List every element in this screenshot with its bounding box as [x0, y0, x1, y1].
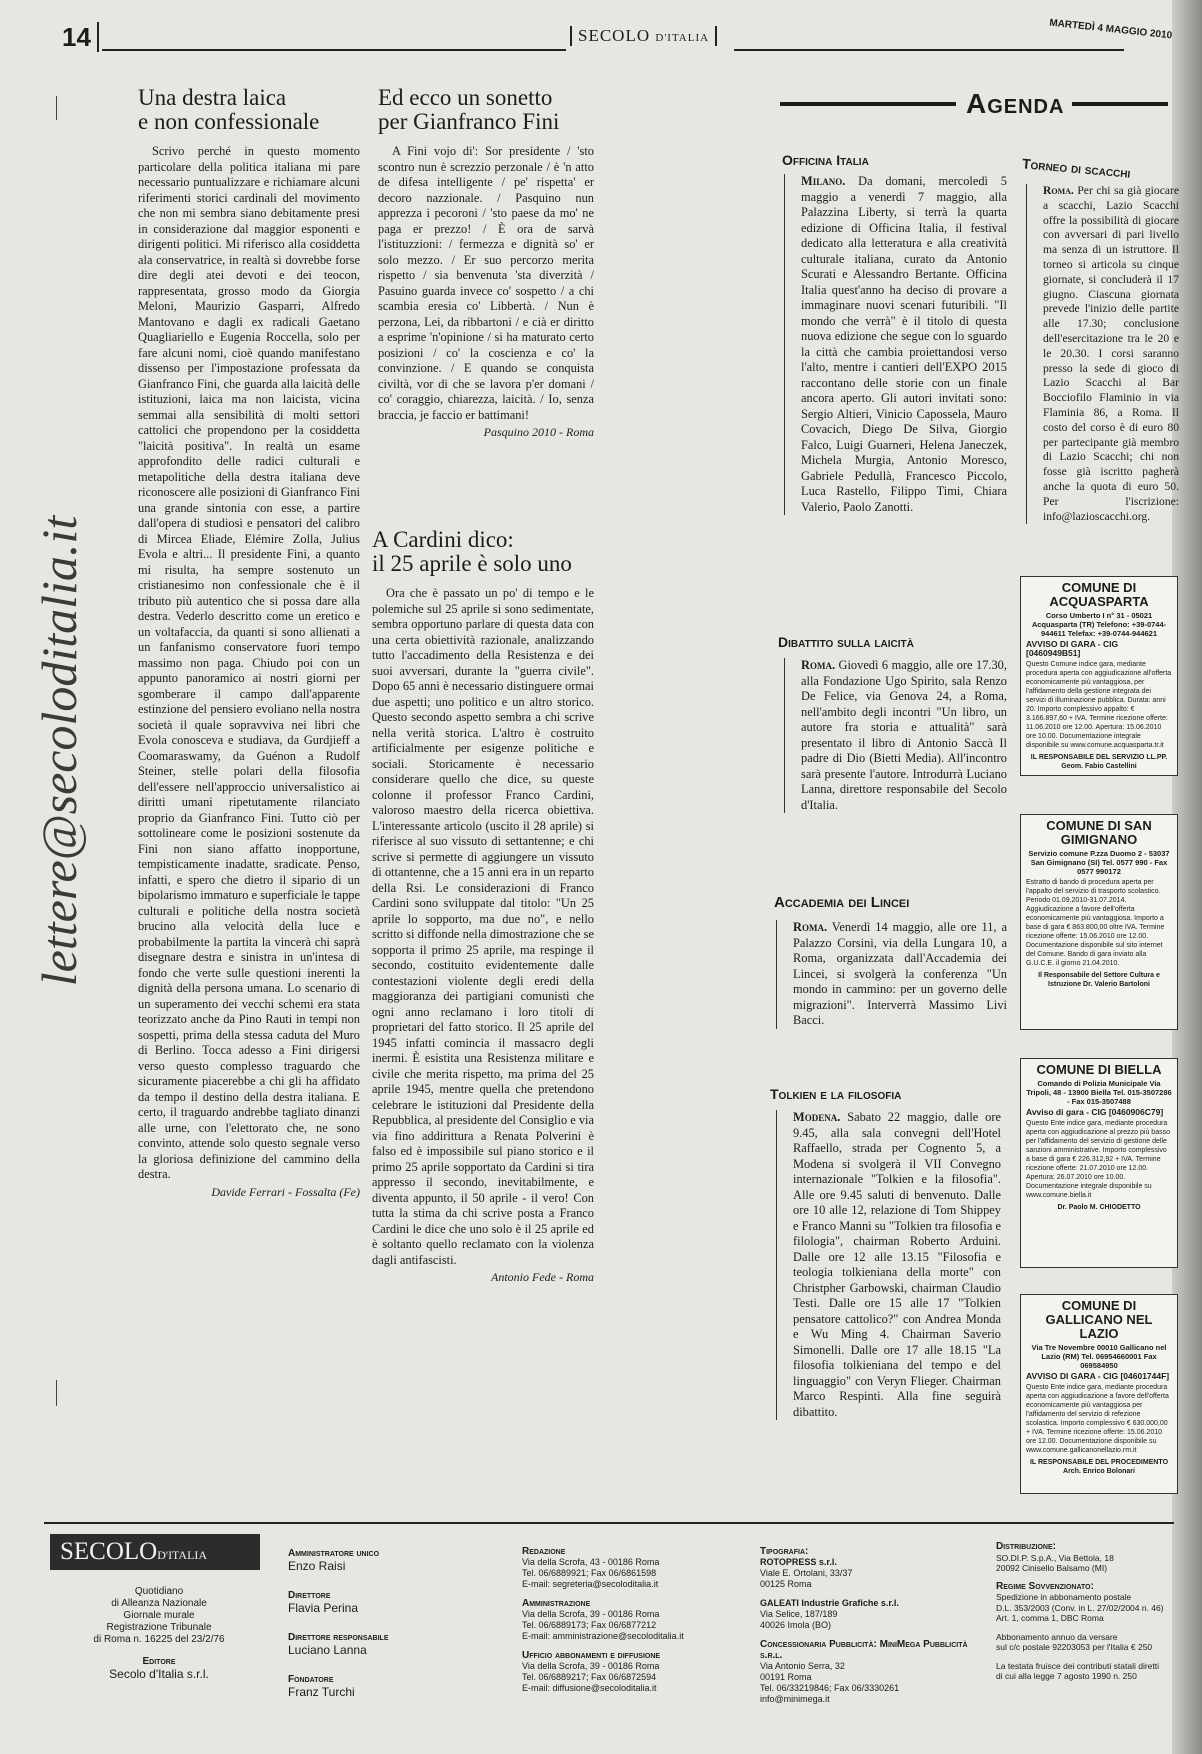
- scacchi-body: Per chi sa già giocare a scacchi, Lazio Scacchi offre la possibilità di giocare con avversari di pari livello ma senza di un istruttore. Il torneo si articola su cinque giornate, si concluderà il 17 giugno. Ciascuna giornata prevede l'inizio delle partite alle 17.30; conclusione dell'esercitazione tra le 20 e le 20.30. I corsi saranno presso la sede di gioco di Lazio Scacchi al Bar Bocciofilo Flaminio in via Flaminia 86, a Roma. Il costo del corso è di euro 80 per partecipante già membro di Lazio Scacchi; chi non fosse già iscritto pagherà anche la quota di euro 50. Per l'iscrizione: info@lazioscacchi.org.: [1043, 184, 1179, 523]
- tolkien-city: Modena.: [793, 1110, 841, 1124]
- footer-dir-label: Direttore: [288, 1590, 331, 1601]
- officina-item: [784, 174, 1007, 515]
- ad-gallicano: [1020, 1294, 1178, 1494]
- ad-biella-footer: Dr. Paolo M. CHIODETTO: [1057, 1204, 1141, 1211]
- agenda-bar-left: [780, 102, 956, 106]
- footer-abb-line: Abbonamento annuo da versare: [996, 1631, 1118, 1642]
- footer-distribuzione-label: Distribuzione:: [996, 1542, 1056, 1552]
- ad-acquasparta-address: Corso Umberto I n° 31 - 05021 Acquasparta (TR) Telefono: +39-0744-944611 Telefax: +39-0744-944621: [1031, 611, 1167, 638]
- ad-san-gimignano-text: Estratto di bando di procedura aperta per l'appalto del servizio di trasporto scolastico. Periodo 01.09.2010-31.07.2014. Aggiudicazione a favore dell'offerta economicamente più vantaggiosa. Importo a base di gara € 863.800,00 oltre IVA. Termine ricezione offerte: 15.06.2010 ore 12.00. Documentazione disponibile sul sito internet del Comune. Bando di gara inviato alla G.U.C.E. il giorno 21.04.2010.: [1026, 879, 1165, 967]
- footer-redazione-label: Redazione: [522, 1546, 566, 1557]
- letter-cardini-title-line1: A Cardini dico:: [372, 527, 514, 552]
- dibattito-item: [784, 658, 1007, 813]
- footer-desc-line: di Roma n. 16225 del 23/2/76: [93, 1634, 225, 1645]
- footer-pubblicita-label: Concessionaria Pubblicità: MiniMega Pubblicità s.r.l.: [760, 1639, 968, 1661]
- letter-sonetto: [378, 86, 594, 441]
- footer-fond-value: Franz Turchi: [288, 1685, 355, 1699]
- footer-dirresp-label: Direttore responsabile: [288, 1632, 389, 1643]
- footer-desc-line: di Alleanza Nazionale: [111, 1598, 207, 1609]
- footer-logo-title: SECOLO: [60, 1538, 158, 1565]
- footer-pubblicita-line: Via Antonio Serra, 32: [760, 1661, 845, 1671]
- footer-galeati-line: GALEATI Industrie Grafiche s.r.l.: [760, 1598, 899, 1608]
- vertical-email-text: lettere@secoloditalia.it: [31, 515, 87, 987]
- footer-abbonamenti-line: E-mail: diffusione@secoloditalia.it: [522, 1683, 657, 1693]
- scacchi-item: [1026, 184, 1179, 524]
- footer-chiusura-line: La testata fruisce dei contributi statali diretti: [996, 1660, 1159, 1671]
- page-header: [62, 17, 1173, 56]
- footer-logo-suffix: D'ITALIA: [157, 1548, 208, 1562]
- letter-cardini-title-line2: il 25 aprile è solo uno: [372, 551, 572, 576]
- ad-san-gimignano-title: COMUNE DI SAN GIMIGNANO: [1046, 818, 1152, 847]
- letter-laica-title: [138, 86, 360, 134]
- officina-city: Milano.: [801, 174, 846, 188]
- vertical-email-label: [31, 96, 87, 1406]
- masthead: [570, 26, 717, 46]
- letter-laica-body: Scrivo perché in questo momento particolare della politica italiana mi pare necessario puntualizzare e richiamare alcuni riferimenti storici cardinali del movimento che non mi sembra siano debitamente presi in considerazione dal maggior esponenti e dirigenti politici. Mi riferisco alla cosiddetta ala conservatrice, in realtà si dovrebbe forse dire degli atei devoti e dei teocon, rappresentata, grosso modo da Giorgia Meloni, Maurizio Gasparri, Alfredo Mantovano e dagli ex radicali Gaetano Quagliariello e Eugenia Roccella, solo per fare alcuni nomi, cioè quando manifestano dissenso per l'impostazione professata da Gianfranco Fini, che guarda alla laicità delle istituzioni, laica ma non laicista, vicina semmai alla sensibilità di molti settori cattolici che propendono per la cosiddetta "laicità positiva". In realtà un esame approfondito delle radici culturali e metapolitiche della destra italiana deve riconoscere alle posizioni di Gianfranco Fini una grande sintonia con esse, a partire dall'opera di studiosi e pensatori del calibro di Mircea Eliade, Elémire Zolla, Julius Evola e altri... Il presidente Fini, a quanto mi risulta, ha sempre sostenuto un cristianesimo non confessionale che è il tributo più autentico che si possa dare alla destra. Vederlo descritto come un eretico e un voltafaccia, da quanti si sono allienati a un fanfanismo conservatore fuori tempo massimo non paga. Chiudo poi con un appunto panoramico ai nostri giorni per sgomberare il campo dall'apparente estinzione del pensiero evoliano nella nostra società il quale sopravviva nei libri che Evola conosceva e studiava, da Gurdjieff a Coomaraswamy, da Guénon a Rudolf Steiner, stelle polari della filosofia dell'essere nell'approccio universalistico ai diritti umani ripetutamente rilanciato proprio da Gianfranco Fini. Tutto ciò per sottolineare come le posizioni sostenute da Fini non siano affatto inopportune, tempisticamente inadatte, sradicate. Penso, infatti, e spero che dietro il sipario di un bipolarismo immaturo e superficiale le tappe culturali e politiche della nostra società brucino alla velocità della luce e probabilmente la partita la vincerà chi saprà disegnare destra e sinistra in un'intesa di fondo che verte sulle questioni inerenti la dignità della persona umana. Lo scenario di un superamento dei vecchi schemi era stata teorizzato anche da Pino Rauti in tempi non sospetti, prima della stessa caduta del Muro di Berlino. Tocca adesso a Fini dirigersi verso questo complesso traguardo che sicuramente piacerebbe a chi gli ha affidato da tempo il destino della destra italiana. E certo, il traguardo andrebbe tagliato dinanzi alle urne, con l'elettorato che, ne sono convinto, attende solo questo segnale verso la gloriosa definizione del cammino della destra.: [138, 144, 360, 1181]
- lincei-body: Venerdì 14 maggio, alle ore 11, a Palazzo Corsini, via della Lungara 10, a Roma, organizzata dall'Accademia dei Lincei, si svolgerà la conferenza "Un mondo in cammino: per un governo delle migrazioni". Interverrà Massimo Livi Bacci.: [793, 920, 1007, 1027]
- tolkien-title: Tolkien e la filosofia: [770, 1086, 902, 1102]
- ad-san-gimignano-footer: Il Responsabile del Settore Cultura e Istruzione Dr. Valerio Bartoloni: [1038, 972, 1160, 988]
- footer-desc-line: Registrazione Tribunale: [106, 1622, 212, 1633]
- officina-title: Officina Italia: [782, 152, 869, 168]
- issue-date: MARTEDÌ 4 MAGGIO 2010: [1048, 17, 1173, 42]
- footer-offices: [522, 1546, 742, 1694]
- footer-desc-line: Giornale murale: [123, 1610, 195, 1621]
- footer-desc-line: Quotidiano: [134, 1586, 184, 1597]
- footer-abbonamenti-line: Via della Scrofa, 39 - 00186 Roma: [522, 1661, 660, 1671]
- footer-amm-value: Enzo Raisi: [288, 1559, 346, 1573]
- ad-biella-address: Comando di Polizia Municipale Via Tripoli, 48 - 13900 Biella Tel. 015-3507286 - Fax 015-3507488: [1026, 1079, 1172, 1106]
- footer-abbonamenti-label: Ufficio abbonamenti e diffusione: [522, 1650, 661, 1661]
- scacchi-title: Torneo di scacchi: [1021, 155, 1132, 181]
- letter-cardini-signature: Antonio Fede - Roma: [491, 1270, 594, 1284]
- footer-regime-line: Art. 1, comma 1, DBC Roma: [996, 1613, 1104, 1623]
- footer-management: [288, 1548, 488, 1698]
- lincei-city: Roma.: [793, 920, 828, 934]
- footer-distribuzione-line: SO.DI.P. S.p.A., Via Bettola, 18: [996, 1552, 1114, 1563]
- ad-acquasparta: [1020, 576, 1178, 776]
- masthead-title: SECOLO: [578, 26, 651, 45]
- agenda-title: Agenda: [966, 88, 1065, 119]
- footer-galeati-line: 40026 Imola (BO): [760, 1620, 832, 1630]
- footer-dirresp-value: Luciano Lanna: [288, 1643, 367, 1657]
- ad-san-gimignano: [1020, 814, 1178, 1030]
- officina-body: Da domani, mercoledì 5 maggio a venerdì 7 maggio, alla Palazzina Liberty, si terrà la quarta edizione di Officina Italia, il festival dedicato alla letteratura e alla creatività culturale italiana, curato da Antonio Scurati e Alessandro Bertante. Officina Italia quest'anno ha deciso di provare a immaginare nuovi scenari futuribili. "Il mondo che verrà" è il titolo di questa nuova edizione che segue con lo sguardo la città che cambia proiettandosi verso l'alto, mentre i cantieri dell'EXPO 2015 raccontano delle storie con un finale ancora aperto. Gli autori invitati sono: Sergio Altieri, Vinicio Capossela, Mauro Covacich, Diego De Silva, Giorgio Falco, Luigi Guarneri, Helena Janeczek, Michela Murgia, Antonio Moresco, Gabriele Pedullà, Francesco Piccolo, Luca Rastello, Filippo Timi, Chiara Valerio, Paolo Zanotti.: [801, 174, 1007, 514]
- footer-editore-label: Editore: [142, 1656, 176, 1667]
- header-rule-left: [102, 49, 566, 51]
- footer-tipografia-line: 00125 Roma: [760, 1579, 812, 1589]
- letter-sonetto-title-line2: per Gianfranco Fini: [378, 109, 560, 134]
- tolkien-body: Sabato 22 maggio, dalle ore 9.45, alla sala convegni dell'Hotel Raffaello, strada per Cognento 5, a Modena si svolgerà il VII Convegno internazionale "Tolkien e la filosofia". Alle ore 9.45 saluti di benvenuto. Dalle ore 10 alle 12, relazione di Tom Shippey e Franco Manni su "Tolkien tra filosofia e filologia", chairman Roberto Arduini. Dalle ore 12 alle 13.15 "Filosofia e teologia tolkieniana della morte" con Christpher Garbowski, chairman Claudio Testi. Dalle ore 15 alle 17 "Tolkien pensatore cattolico?" con Andrea Monda e Wu Ming 4. Chairman Saverio Simonelli. Dalle ore 17 alle 18.15 "La filosofia tolkieniana del tempo e del linguaggio" con Veryn Flieger. Chairman Marco Respinti. Alla fine seguirà dibattito.: [793, 1110, 1001, 1419]
- ad-gallicano-address: Via Tre Novembre 00010 Gallicano nel Lazio (RM) Tel. 06954660001 Fax 069584950: [1031, 1343, 1167, 1370]
- footer-fond-label: Fondatore: [288, 1674, 334, 1685]
- footer-pubblicita-line: 00191 Roma: [760, 1672, 812, 1682]
- footer-dir-value: Flavia Perina: [288, 1601, 359, 1615]
- agenda-bar-right: [1072, 102, 1168, 106]
- footer-amministrazione-line: E-mail: amministrazione@secoloditalia.it: [522, 1631, 684, 1641]
- letter-cardini-title: [372, 528, 594, 576]
- footer-tipografia-label: Tipografia:: [760, 1546, 809, 1557]
- dibattito-body: Giovedì 6 maggio, alle ore 17.30, alla Fondazione Ugo Spirito, sala Renzo De Felice, via Genova 24, a Roma, nell'ambito degli incontri "Un libro, un autore fra storia e attualità" sarà presentato il libro di Antonio Saccà Il padre di Dio (Bietti Media). All'incontro sarà presente l'autore. Introdurrà Luciano Lanna, direttore responsabile del Secolo d'Italia.: [801, 658, 1007, 812]
- lincei-text: [793, 920, 1007, 1029]
- lincei-item: [776, 920, 1007, 1029]
- footer-redazione-line: Tel. 06/6889921; Fax 06/6861598: [522, 1568, 657, 1578]
- agenda-header: [780, 88, 1180, 128]
- officina-text: [801, 174, 1007, 515]
- dibattito-city: Roma.: [801, 658, 836, 672]
- footer-amministrazione-line: Tel. 06/6889173; Fax 06/6877212: [522, 1620, 657, 1630]
- letter-laica-title-line1: Una destra laica: [138, 85, 287, 110]
- footer-regime-line: Spedizione in abbonamento postale: [996, 1592, 1132, 1602]
- ad-biella-title: COMUNE DI BIELLA: [1036, 1062, 1162, 1077]
- footer-amm-label: Amministratore unico: [288, 1548, 380, 1559]
- footer-pubblicita-line: info@minimega.it: [760, 1694, 830, 1704]
- letter-sonetto-signature: Pasquino 2010 - Roma: [483, 425, 594, 439]
- ad-acquasparta-gara: AVVISO DI GARA - CIG [0460949B51]: [1026, 639, 1119, 658]
- lincei-title: Accademia dei Lincei: [774, 894, 910, 911]
- footer-chiusura-line: di cui alla legge 7 agosto 1990 n. 250: [996, 1671, 1137, 1681]
- tolkien-item: [776, 1110, 1001, 1420]
- header-rule-right: [734, 49, 1124, 51]
- footer-amministrazione-label: Amministrazione: [522, 1598, 591, 1609]
- footer-redazione-line: Via della Scrofa, 43 - 00186 Roma: [522, 1557, 660, 1567]
- ad-gallicano-footer: IL RESPONSABILE DEL PROCEDIMENTO Arch. Enrico Bolonari: [1029, 1459, 1169, 1475]
- footer-amministrazione-line: Via della Scrofa, 39 - 00186 Roma: [522, 1609, 660, 1619]
- letter-cardini-body: Ora che è passato un po' di tempo e le polemiche sul 25 aprile si sono sedimentate, sembra opportuno parlare di questa data con una certa obiettività razionale, analizzando tutto l'accadimento della Resistenza e dei suoi avversari, durante la "guerra civile". Dopo 65 anni è necessario distinguere ormai due aspetti; uno politico e un altro storico. Questo secondo aspetto sembra a chi scrive nella verità storica. L'altro è costruito artificialmente per esigenze politiche e sociali. Storicamente è necessario considerare quello che dice, su queste colonne il professor Franco Cardini, valoroso maestro della ricerca obiettiva. L'interessante articolo (uscito il 28 aprile) si riferisce al suo vissuto di settantenne; e chi scrive si permette di aggiungere un vissuto di ottantenne, che a 15 anni era in un reparto della Rsi. Le considerazioni di Franco Cardini sono sviluppate dal titolo: "Un 25 aprile lo sopporto, ma due no", e nello scritto si diffonde nella dimostrazione che se sopporta il primo 25 aprile, ma respinge il secondo, costituito evidentemente dalle contestazioni violente degli eredi della maggioranza dei partigiani comunisti che ogni anno reclamano i loro titoli di proprietari del fatto storico. Il 25 aprile del 1945 infatti comincia il massacro degli inermi. È esistita una Resistenza militare e civile che merita rispetto, ma prima del 25 aprile 1945, mentre quella che pretendono celebrare le istituzioni dal Presidente della Repubblica, al presidente del Consiglio e via via fino addirittura a Renata Polverini è falso ed è impossibile sul piano storico e il primo 25 aprile sopportato da Cardini si tira appresso il secondo, inevitabilmente, e diventa appunto, il 50 aprile - il vero! Con tutta la stima da chi scrive posta a Franco Cardini le dice che uno solo è il 25 aprile ed è soltanto quello reclamato con la violenza dagli antifascisti.: [372, 586, 594, 1267]
- scacchi-text: [1043, 184, 1179, 524]
- ad-biella: [1020, 1058, 1178, 1268]
- footer-abbonamenti-line: Tel. 06/6889217; Fax 06/6872594: [522, 1672, 657, 1682]
- footer-regime-label: Regime Sovvenzionato:: [996, 1580, 1094, 1592]
- footer-galeati-line: Via Selice, 187/189: [760, 1609, 838, 1619]
- ad-gallicano-gara: AVVISO DI GARA - CIG [04601744F]: [1026, 1371, 1170, 1381]
- tolkien-text: [793, 1110, 1001, 1420]
- footer-abb-line2: sul c/c postale 92203053 per l'Italia € 250: [996, 1642, 1153, 1652]
- footer-redazione-line: E-mail: segreteria@secoloditalia.it: [522, 1579, 659, 1589]
- letter-sonetto-title-line1: Ed ecco un sonetto: [378, 85, 553, 110]
- letter-laica: [138, 86, 360, 1200]
- footer-printing: [760, 1546, 986, 1705]
- page-number: 14: [62, 22, 99, 52]
- footer-tipografia-line: ROTOPRESS s.r.l.: [760, 1557, 837, 1567]
- dibattito-title: Dibattito sulla laicità: [778, 634, 914, 650]
- ad-gallicano-title: COMUNE DI GALLICANO NEL LAZIO: [1045, 1298, 1153, 1341]
- ad-gallicano-text: Questo Ente indice gara, mediante procedura aperta con aggiudicazione a favore dell'offerta economicamente più vantaggiosa per l'affidamento del servizio di refezione scolastica. Importo complessivo € 630.000,00 + IVA. Termine ricezione offerte: 15.06.2010 ore 12.00. Documentazione disponibile su www.comune.gallicanonellazio.rm.it: [1026, 1384, 1169, 1454]
- ad-acquasparta-footer: IL RESPONSABILE DEL SERVIZIO LL.PP. Geom. Fabio Castellini: [1030, 754, 1168, 770]
- scacchi-city: Roma.: [1043, 184, 1074, 197]
- footer-distribution: [996, 1542, 1170, 1682]
- footer-regime-line: D.L. 353/2003 (Conv. in L. 27/02/2004 n. 46): [996, 1602, 1164, 1613]
- colophon: [44, 1522, 1174, 1724]
- ad-acquasparta-text: Questo Comune indice gara, mediante procedura aperta con aggiudicazione all'offerta economicamente più vantaggiosa, per l'affidamento della gestione integrata dei servizi di illuminazione pubblica. Durata: anni 20. Importo complessivo appalto: € 3.166.897,60 + IVA. Termine ricezione offerte: 11.06.2010 ore 12.00. Apertura: 15.06.2010 ore 10.00. Documentazione integrale disponibile su www.comune.acquasparta.tr.it: [1026, 661, 1172, 749]
- letter-laica-signature: Davide Ferrari - Fossalta (Fe): [211, 1184, 360, 1199]
- ad-biella-gara: Avviso di gara - CIG [0460906C79]: [1026, 1107, 1164, 1117]
- ad-biella-text: Questo Ente indice gara, mediante procedura aperta con aggiudicazione al prezzo più basso per l'affidamento del servizio di gestione delle sanzioni amministrative. Importo complessivo a base di gara € 226.312,92 + IVA. Termine ricezione offerte: 21.07.2010 ore 12.00. Apertura: 26.07.2010 ore 10.00. Documentazione integrale disponibile su www.comune.biella.it: [1026, 1120, 1170, 1199]
- ad-acquasparta-title: COMUNE DI ACQUASPARTA: [1049, 580, 1149, 609]
- masthead-suffix: D'ITALIA: [655, 32, 710, 44]
- letter-sonetto-title: [378, 86, 594, 134]
- letter-cardini: [372, 528, 594, 1286]
- letter-laica-title-line2: e non confessionale: [138, 109, 320, 134]
- dibattito-text: [801, 658, 1007, 813]
- ad-san-gimignano-address: Servizio comune P.zza Duomo 2 - 53037 San Gimignano (SI) Tel. 0577 990 - Fax 0577 990172: [1028, 849, 1170, 876]
- footer-logo: [50, 1534, 260, 1570]
- letter-sonetto-body: A Fini vojo di': Sor presidente / 'sto scontro nun è screzzio perzonale / è 'n atto de difesa intelligente / pe' rispetta' er decoro nazzionale. / Pasquino nun apprezza i pecoroni / 'sto paese da mo' ne paga er prezzo! / È ora de sarvà l'istituzzioni: / fermezza e dignità so' er solo mezzo. / Er suo percorzo merita rispetto / sia benvenuta 'sta diverzità / Pasuino guarda invece co' sospetto / a chi scambia eresia co' Libbertà. / Nun è perzona, Lei, da ribbartoni / e cià er diritto a esprime 'n'opinione / si ha maturato certo posizioni / co' la coscienza e co' la convinzione. / E quando se conquista civiltà, vor di che se lavora p'er domani / co' coraggio, chiarezza, laicità. / Io, senza braccia, je faccio er battimani!: [378, 144, 594, 422]
- vertical-rule-bottom: [56, 1380, 57, 1406]
- footer-pubblicita-line: Tel. 06/33219846; Fax 06/3330261: [760, 1683, 900, 1693]
- footer-editore-value: Secolo d'Italia s.r.l.: [109, 1667, 209, 1681]
- footer-tipografia-line: Viale E. Ortolani, 33/37: [760, 1568, 853, 1578]
- footer-description: [44, 1586, 274, 1680]
- footer-distribuzione-line: 20092 Cinisello Balsamo (MI): [996, 1563, 1108, 1573]
